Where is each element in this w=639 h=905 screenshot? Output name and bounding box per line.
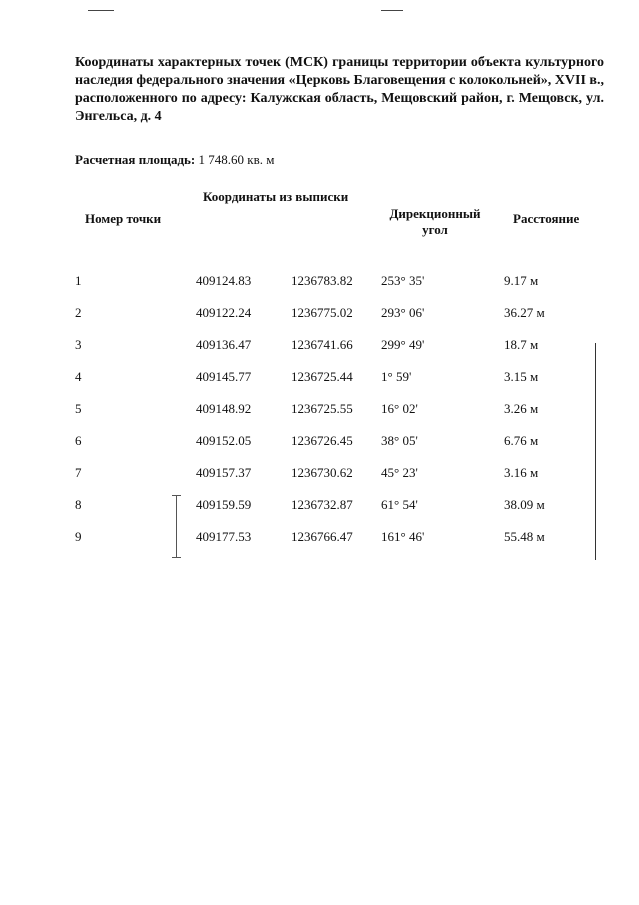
header-distance: Расстояние [513,211,580,226]
coord-x-cell: 409177.53 [196,529,252,544]
point-number-cell: 9 [75,529,82,544]
coord-x-cell: 409152.05 [196,433,252,448]
coord-y-cell: 1236725.44 [291,369,353,384]
coord-x-cell: 409159.59 [196,497,252,512]
header-direction-angle: Дирекционный угол [389,206,481,237]
scan-bracket-mark [176,495,177,558]
table-row [0,273,639,293]
direction-angle-cell: 38° 05' [381,433,418,448]
coord-y-cell: 1236741.66 [291,337,353,352]
point-number-cell: 8 [75,497,82,512]
document-title: Координаты характерных точек (МСК) границы территории объекта культурного наследия федерального значения «Церковь Благовещения с колокольней», XVII в., расположенного по адресу: Калужская область, Мещовский район, г. Мещовск, ул. Энгельса, д. 4 [75,55,604,124]
point-number-cell: 1 [75,273,82,288]
table-row [0,497,639,517]
coord-y-cell: 1236766.47 [291,529,353,544]
coord-y-cell: 1236726.45 [291,433,353,448]
point-number-cell: 5 [75,401,82,416]
table-row [0,401,639,421]
direction-angle-cell: 293° 06' [381,305,425,320]
scan-mark-right [381,10,403,11]
distance-cell: 3.15 м [504,369,539,384]
table-row [0,337,639,357]
scan-bracket-top [172,495,181,496]
point-number-cell: 2 [75,305,82,320]
scan-bracket-bottom [172,557,181,558]
table-row [0,529,639,549]
distance-cell: 55.48 м [504,529,545,544]
coord-x-cell: 409136.47 [196,337,252,352]
coord-y-cell: 1236730.62 [291,465,353,480]
table-row [0,305,639,325]
direction-angle-cell: 16° 02' [381,401,418,416]
point-number-cell: 4 [75,369,82,384]
area-line [75,152,274,168]
coord-y-cell: 1236783.82 [291,273,353,288]
distance-cell: 38.09 м [504,497,545,512]
coord-y-cell: 1236725.55 [291,401,353,416]
scan-mark-left [88,10,114,11]
scan-vertical-line [595,343,596,560]
header-point-number: Номер точки [85,211,162,226]
distance-cell: 3.26 м [504,401,539,416]
header-coordinates: Координаты из выписки [203,189,349,204]
coord-y-cell: 1236775.02 [291,305,353,320]
coord-x-cell: 409145.77 [196,369,252,384]
distance-cell: 6.76 м [504,433,539,448]
point-number-cell: 6 [75,433,82,448]
point-number-cell: 7 [75,465,82,480]
coord-y-cell: 1236732.87 [291,497,353,512]
point-number-cell: 3 [75,337,82,352]
area-value: 1 748.60 кв. м [198,152,275,167]
direction-angle-cell: 1° 59' [381,369,412,384]
area-label: Расчетная площадь: [75,152,196,167]
table-row [0,433,639,453]
distance-cell: 3.16 м [504,465,539,480]
direction-angle-cell: 161° 46' [381,529,425,544]
coord-x-cell: 409122.24 [196,305,252,320]
coord-x-cell: 409148.92 [196,401,252,416]
table-row [0,465,639,485]
distance-cell: 9.17 м [504,273,539,288]
distance-cell: 18.7 м [504,337,539,352]
distance-cell: 36.27 м [504,305,545,320]
direction-angle-cell: 253° 35' [381,273,425,288]
coord-x-cell: 409157.37 [196,465,252,480]
table-row [0,369,639,389]
direction-angle-cell: 45° 23' [381,465,418,480]
direction-angle-cell: 299° 49' [381,337,425,352]
direction-angle-cell: 61° 54' [381,497,418,512]
coord-x-cell: 409124.83 [196,273,252,288]
